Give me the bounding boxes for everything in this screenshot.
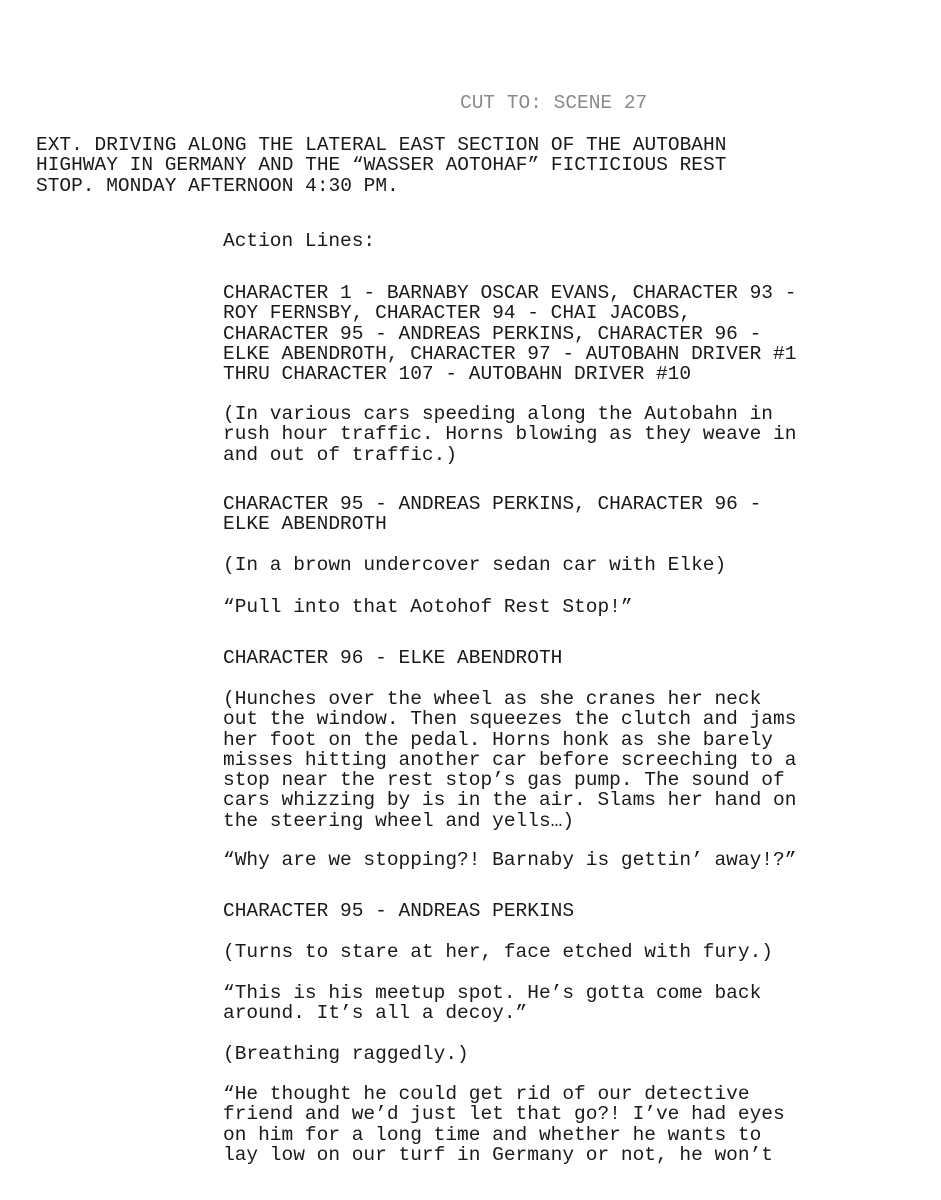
action-line: rush hour traffic. Horns blowing as they weave in: [223, 423, 797, 446]
scene-heading-line: STOP. MONDAY AFTERNOON 4:30 PM.: [36, 174, 399, 197]
action-paragraph: [223, 404, 796, 465]
dialogue-line: friend and we’d just let that go?! I’ve had eyes: [223, 1103, 785, 1126]
action-paragraph: [223, 555, 726, 575]
dialogue-line: around. It’s all a decoy.”: [223, 1002, 528, 1025]
character-heading-line: CHARACTER 96 - ELKE ABENDROTH: [223, 647, 563, 669]
character-heading-line: CHARACTER 95 - ANDREAS PERKINS: [223, 900, 575, 922]
action-paragraph: [223, 942, 773, 962]
characters-line: CHARACTER 1 - BARNABY OSCAR EVANS, CHARACTER 93 -: [223, 282, 797, 304]
character-heading: [223, 494, 761, 535]
dialogue-line: on him for a long time and whether he wants to: [223, 1123, 762, 1146]
dialogue-line: “Why are we stopping?! Barnaby is gettin’ away!?”: [223, 849, 797, 871]
action-line: out the window. Then squeezes the clutch and jams: [223, 708, 797, 731]
characters-line: ELKE ABENDROTH, CHARACTER 97 - AUTOBAHN DRIVER #1: [223, 342, 797, 365]
characters-line: ROY FERNSBY, CHARACTER 94 - CHAI JACOBS,: [223, 302, 692, 325]
action-line: (In various cars speeding along the Autobahn in: [223, 403, 773, 425]
dialogue-line: lay low on our turf in Germany or not, he won’t: [223, 1143, 773, 1166]
action-line: and out of traffic.): [223, 443, 458, 466]
action-line: her foot on the pedal. Horns honk as she barely: [223, 728, 773, 751]
action-line: (Hunches over the wheel as she cranes her neck: [223, 688, 762, 710]
action-line: (Turns to stare at her, face etched with fury.): [223, 941, 773, 963]
action-line: the steering wheel and yells…): [223, 809, 575, 832]
character-heading-line: CHARACTER 95 - ANDREAS PERKINS, CHARACTER 96 -: [223, 493, 762, 515]
action-line: (Breathing raggedly.): [223, 1043, 469, 1065]
action-paragraph: [223, 689, 796, 831]
action-line: cars whizzing by is in the air. Slams her hand on: [223, 789, 797, 812]
scene-heading-line: HIGHWAY IN GERMANY AND THE “WASSER AOTOHAF” FICTICIOUS REST: [36, 154, 727, 177]
dialogue-paragraph: [223, 597, 633, 617]
dialogue-line: “This is his meetup spot. He’s gotta come back: [223, 982, 762, 1004]
character-heading-line: ELKE ABENDROTH: [223, 513, 387, 536]
characters-line: CHARACTER 95 - ANDREAS PERKINS, CHARACTER 96 -: [223, 322, 762, 345]
action-line: misses hitting another car before screeching to a: [223, 748, 797, 771]
dialogue-line: “He thought he could get rid of our detective: [223, 1083, 750, 1105]
script-body: [223, 0, 923, 1200]
action-line: stop near the rest stop’s gas pump. The sound of: [223, 769, 785, 792]
action-lines-label-text: Action Lines:: [223, 230, 376, 252]
action-line: (In a brown undercover sedan car with Elke): [223, 554, 727, 576]
dialogue-paragraph: [223, 983, 761, 1024]
character-heading: [223, 901, 574, 921]
characters-list: [223, 283, 796, 384]
action-lines-label: [223, 231, 375, 251]
characters-line: THRU CHARACTER 107 - AUTOBAHN DRIVER #10: [223, 363, 692, 386]
transition-cut-to: CUT TO: SCENE 27: [460, 92, 648, 114]
action-paragraph: [223, 1044, 469, 1064]
character-heading: [223, 648, 562, 668]
dialogue-paragraph: [223, 850, 796, 870]
dialogue-paragraph: [223, 1084, 785, 1165]
scene-heading-line: EXT. DRIVING ALONG THE LATERAL EAST SECTION OF THE AUTOBAHN: [36, 134, 727, 156]
dialogue-line: “Pull into that Aotohof Rest Stop!”: [223, 596, 633, 618]
